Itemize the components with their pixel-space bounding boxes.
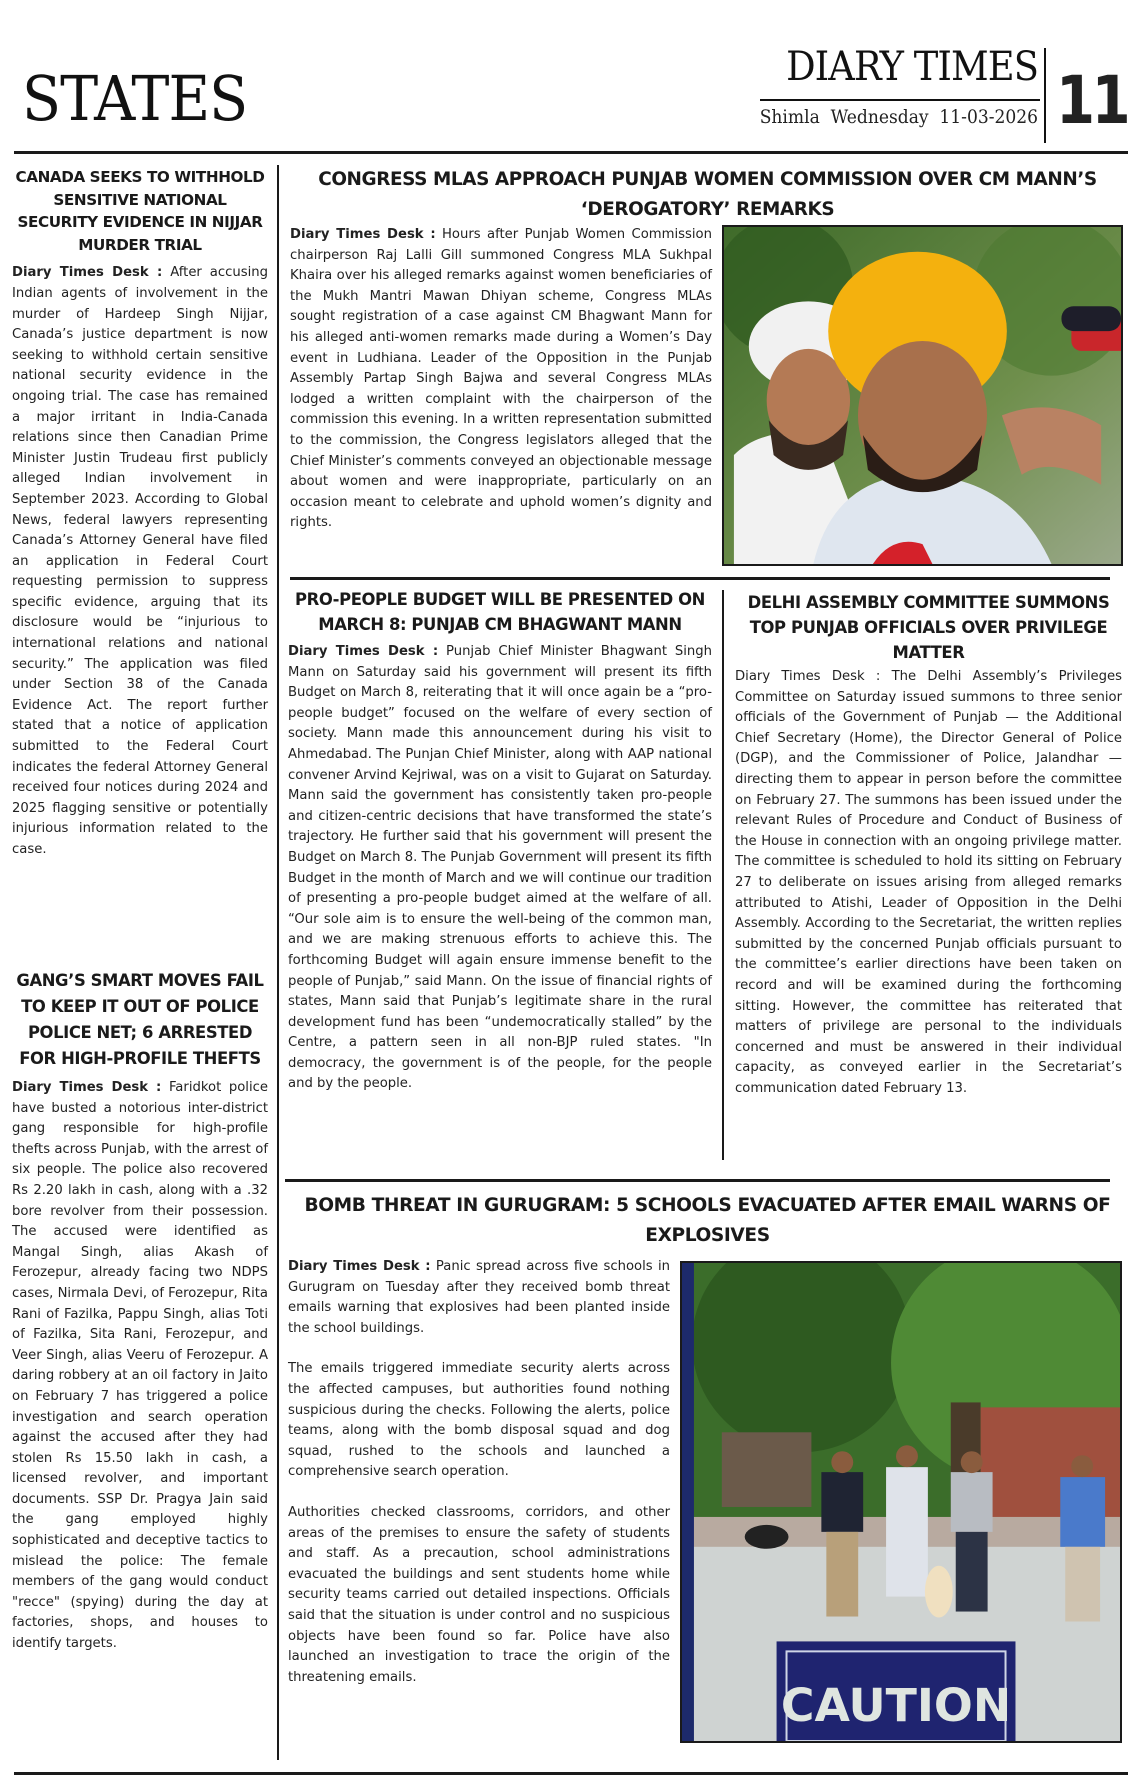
section-rule bbox=[285, 1179, 1110, 1182]
masthead-underline bbox=[760, 99, 1040, 101]
section-rule bbox=[290, 577, 1110, 580]
article-body bbox=[735, 667, 1122, 1099]
article-delhi bbox=[735, 590, 1122, 1099]
photo-illustration bbox=[682, 1263, 1120, 1741]
photo-bhagwant-mann bbox=[722, 225, 1123, 566]
article-gang bbox=[12, 968, 268, 1655]
photo-bomb-squad bbox=[680, 1261, 1122, 1743]
column-divider-left bbox=[277, 165, 279, 1760]
photo-illustration bbox=[724, 227, 1121, 564]
byline: Diary Times Desk : bbox=[12, 265, 163, 281]
byline: Diary Times Desk : bbox=[288, 1259, 431, 1274]
masthead-divider bbox=[1044, 48, 1046, 143]
page-number: 11 bbox=[1056, 62, 1128, 139]
article-body bbox=[12, 263, 268, 860]
article-text: Faridkot police have busted a notorious inter-district gang responsible for high-profile thefts across Punjab, with the arrest of six people. The police also recovered Rs 2.20 lakh in cash, along with a .32 bore revolver from their possession. The accused were identified as Mangal Singh, alias Akash of Ferozepur, already facing two NDPS cases, Nirmala Devi, of Ferozepur, Rita Rani of Fazilka, Pappu Singh, alias Toti of Fazilka, Sita Rani, Ferozepur, and Veer Singh, alias Veeru of Ferozepur. A daring robbery at an oil factory in Jaito on February 7 has triggered a police investigation and search operation against the accused after they had stolen Rs 15.50 lakh in cash, a licensed revolver, and important documents. SSP Dr. Pragya Jain said the gang employed highly sophisticated and deceptive tactics to mislead the police: The female members of the gang would conduct "recce" (spying) during the day at factories, shops, and houses to identify targets. bbox=[12, 1080, 269, 1652]
headline-bomb[interactable]: BOMB THREAT IN GURUGRAM: 5 SCHOOLS EVACUATED AFTER EMAIL WARNS OF EXPLOSIVES bbox=[304, 1195, 1111, 1246]
headline[interactable]: CANADA SEEKS TO WITHHOLD SENSITIVE NATIONAL SECURITY EVIDENCE IN NIJJAR MURDER TRIAL bbox=[15, 168, 265, 254]
byline: Diary Times Desk : bbox=[12, 1080, 162, 1095]
article-bomb-body bbox=[288, 1257, 670, 1688]
headline-congress[interactable]: CONGRESS MLAS APPROACH PUNJAB WOMEN COMMISSION OVER CM MANN’S ‘DEROGATORY’ REMARKS bbox=[318, 169, 1097, 220]
headline[interactable]: DELHI ASSEMBLY COMMITTEE SUMMONS TOP PUNJAB OFFICIALS OVER PRIVILEGE MATTER bbox=[747, 593, 1110, 662]
byline: Diary Times Desk : bbox=[290, 227, 436, 242]
paragraph bbox=[288, 1257, 670, 1339]
masthead: DIARY TIMES bbox=[786, 44, 1038, 90]
section-title: STATES bbox=[22, 62, 248, 135]
article-body bbox=[288, 642, 712, 1095]
headline[interactable]: GANG’S SMART MOVES FAIL TO KEEP IT OUT OF POLICE POLICE NET; 6 ARRESTED FOR HIGH-PROFILE THEFTS bbox=[16, 971, 264, 1068]
paragraph: The emails triggered immediate security alerts across the affected campuses, but authorities found nothing suspicious during the checks. Following the alerts, police teams, along with the bomb disposal squad and dog squad, rushed to the schools and launched a comprehensive search operation. bbox=[288, 1361, 670, 1480]
paragraph: Authorities checked classrooms, corridors, and other areas of the premises to ensure the safety of students and staff. As a precaution, school administrations evacuated the buildings and sent students home while security teams carried out detailed inspections. Officials said that the situation is under control and no suspicious objects have been found so far. Police have also launched an investigation to trace the origin of the threatening emails. bbox=[288, 1504, 670, 1685]
header-rule bbox=[14, 151, 1128, 154]
article-text: Punjab Chief Minister Bhagwant Singh Mann on Saturday said his government will present its fifth Budget on March 8, reiterating that it will once again be a “pro-people budget” focused on the welfare of every section of society. Mann made this announcement during his visit to Ahmedabad. The Punjan Chief Minister, along with AAP national convener Arvind Kejriwal, was on a visit to Gujarat on Saturday. Mann said the government has consistently taken pro-people and citizen-centric decisions that have transformed the state’s trajectory. He further said that his government will present the Budget on March 8. The Punjab Government will present its fifth Budget in the month of March and we will continue our tradition of presenting a pro-people budget aimed at the welfare of all. “Our sole aim is to ensure the well-being of the common man, and we are making strenuous efforts to achieve this. The forthcoming Budget will again ensure immense benefit to the people of Punjab,” said Mann. On the issue of financial rights of states, Mann said that Punjab’s legitimate share in the rural development fund has been “undemocratically stalled” by the Centre, a pattern seen in all non-BJP ruled states. "In democracy, the government is of the people, for the people and by the people. bbox=[288, 644, 713, 1092]
byline: Diary Times Desk : bbox=[735, 669, 881, 684]
article-text: After accusing Indian agents of involvement in the murder of Hardeep Singh Nijjar, Canada’s justice department is now seeking to withhold certain sensitive national security evidence in the ongoing trial. The case has remained a major irritant in India-Canada relations since then Canadian Prime Minister Justin Trudeau first publicly alleged Indian involvement in September 2023. According to Global News, federal lawyers representing Canada’s Attorney General have filed an application in Federal Court requesting permission to suppress specific evidence, arguing that its disclosure would be “injurious to international relations and national security.” The application was filed under Section 38 of the Canada Evidence Act. The report further stated that a notice of application submitted to the Federal Court indicates the federal Attorney General received four notices during 2024 and 2025 flagging sensitive or potentially injurious information related to the case. bbox=[12, 265, 268, 857]
caution-sign-text: CAUTION bbox=[780, 1678, 1012, 1733]
footer-rule bbox=[14, 1772, 1128, 1775]
dateline: Shimla Wednesday 11-03-2026 bbox=[759, 106, 1038, 128]
article-budget bbox=[288, 587, 712, 1095]
article-text: The Delhi Assembly’s Privileges Committee on Saturday issued summons to three senior officials of the Government of Punjab — the Additional Chief Secretary (Home), the Director General of Police (DGP), and the Commissioner of Police, Jalandhar — directing them to appear in person before the committee on February 27. The summons has been issued under the relevant Rules of Procedure and Conduct of Business of the House in connection with an ongoing privilege matter. The committee is scheduled to hold its sitting on February 27 to deliberate on issues arising from alleged remarks attributed to Atishi, Leader of Opposition in the Delhi Assembly. According to the Secretariat, the written replies submitted by the concerned Punjab officials pursuant to the committee’s earlier directions have been taken on record and will be examined during the forthcoming sitting. However, the committee has reiterated that matters of privilege are personal to the individuals concerned and must be answered in their individual capacity, as conveyed earlier in the Secretariat’s communication dated February 13. bbox=[735, 669, 1122, 1096]
article-text: Hours after Punjab Women Commission chairperson Raj Lalli Gill summoned Congress MLA Sukhpal Khaira over his alleged remarks against women beneficiaries of the Mukh Mantri Mawan Dhiyan scheme, Congress MLAs sought registration of a case against CM Bhagwant Mann for his alleged anti-women remarks made during a Women’s Day event in Ludhiana. Leader of the Opposition in the Punjab Assembly Partap Singh Bajwa and several Congress MLAs lodged a written complaint with the chairperson of the commission this evening. In a written representation submitted to the commission, the Congress legislators alleged that the Chief Minister’s comments conveyed an objectionable message about women and were inappropriate, particularly on an occasion meant to celebrate and uphold women’s dignity and rights. bbox=[290, 227, 712, 531]
headline[interactable]: PRO-PEOPLE BUDGET WILL BE PRESENTED ON MARCH 8: PUNJAB CM BHAGWANT MANN bbox=[295, 590, 705, 634]
column-divider-mid bbox=[722, 590, 724, 1160]
article-text: Panic spread across five schools in Gurugram on Tuesday after they received bomb threat emails warning that explosives had been planted inside the school buildings. bbox=[288, 1259, 670, 1336]
article-body bbox=[12, 1078, 268, 1655]
byline: Diary Times Desk : bbox=[288, 644, 439, 659]
article-congress-body bbox=[290, 225, 712, 534]
article-canada bbox=[12, 166, 268, 861]
